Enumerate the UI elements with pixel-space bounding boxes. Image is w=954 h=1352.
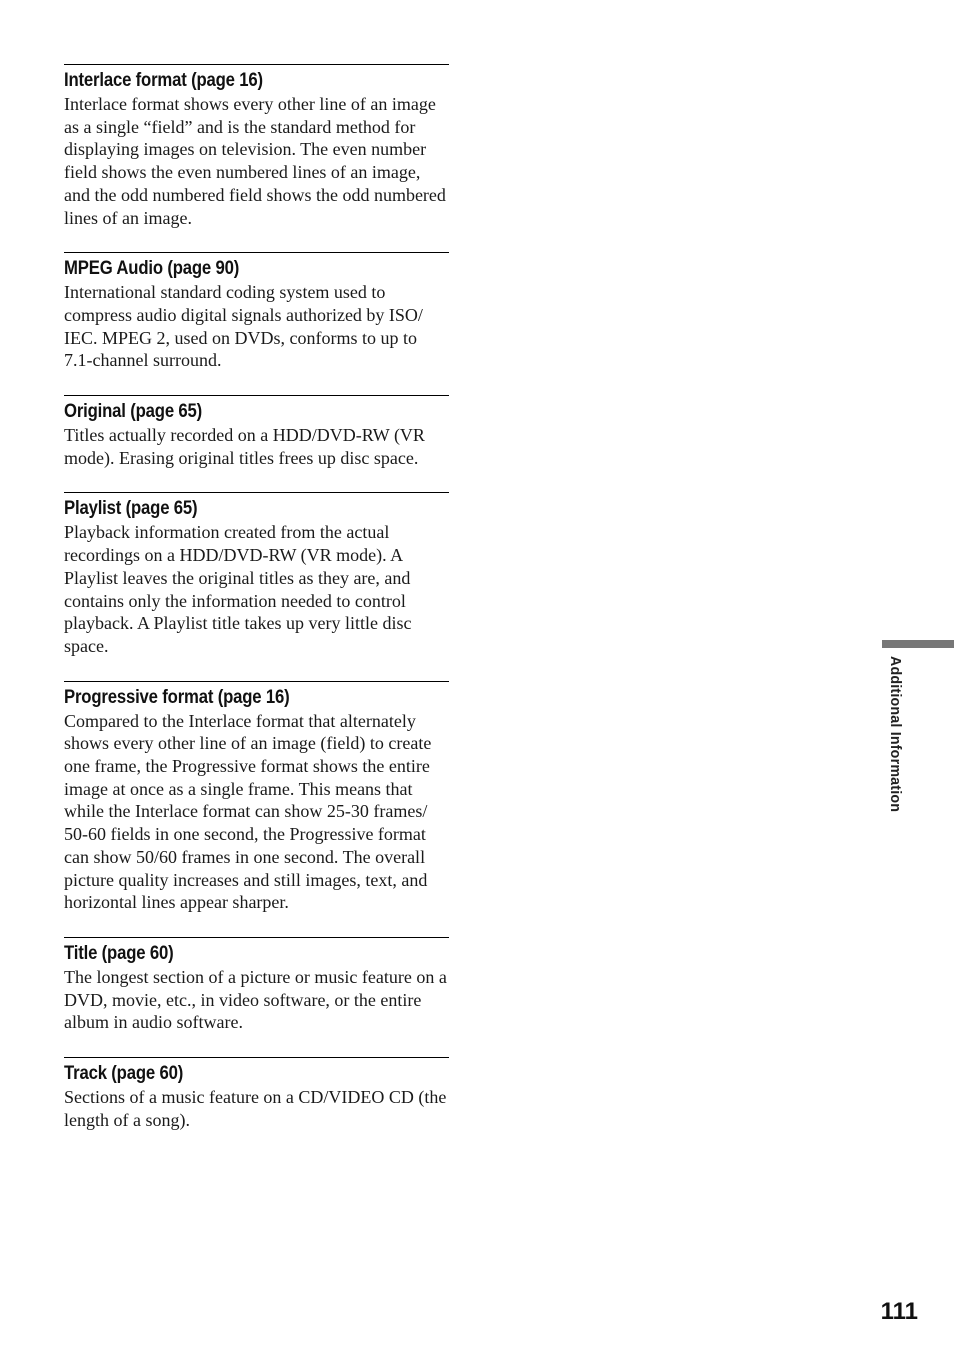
entry-description: Sections of a music feature on a CD/VIDEO CD (the length of a song). [64,1087,447,1130]
section-tab-bar [882,640,954,648]
entry-description: The longest section of a picture or music feature on a DVD, movie, etc., in video software, or the entire album in audio software. [64,966,447,1033]
entry-title: Playlist (page 65) [64,498,198,520]
section-tab-label: Additional Information [887,656,904,813]
page-number: 111 [880,1298,918,1325]
entry-description: Interlace format shows every other line of an image as a single “field” and is the standard method for displaying images on television. The even number field shows the even numbered lines of an image, and the odd numbered field shows the odd numbered lines of an image. [64,94,446,228]
entry-description: Playback information created from the actual recordings on a HDD/DVD-RW (VR mode). A Playlist leaves the original titles as they are, and contains only the information needed to control playback. A Playlist title takes up very little disc space. [64,522,412,656]
entry-title: Track (page 60) [64,1063,184,1085]
glossary-entry-playlist [64,492,449,657]
glossary-entry-original [64,395,449,469]
entry-description: Titles actually recorded on a HDD/DVD-RW (VR mode). Erasing original titles frees up disc space. [64,425,425,468]
entry-title: Interlace format (page 16) [64,70,263,91]
glossary-entry-title [64,937,449,1034]
entry-title: Original (page 65) [64,401,203,423]
entry-description: Compared to the Interlace format that alternately shows every other line of an image (field) to create one frame, the Progressive format shows the entire image at once as a single frame. This means that while the Interlace format can show 25-30 frames/ 50-60 fields in one second, the Progressive format can show 50/60 frames in one second. The overall picture quality increases and still images, text, and horizontal lines appear sharper. [64,710,432,913]
entry-title: Progressive format (page 16) [64,686,290,708]
entry-description: International standard coding system used to compress audio digital signals authorized by ISO/ IEC. MPEG 2, used on DVDs, conforms to up to 7.1-channel surround. [64,282,423,371]
glossary-entry-interlace-format [64,64,449,229]
entry-title: Title (page 60) [64,942,174,964]
glossary-entry-progressive-format [64,681,449,914]
glossary-entry-mpeg-audio [64,252,449,372]
glossary-column [64,64,449,1155]
glossary-entry-track [64,1057,449,1131]
entry-title: MPEG Audio (page 90) [64,258,240,280]
